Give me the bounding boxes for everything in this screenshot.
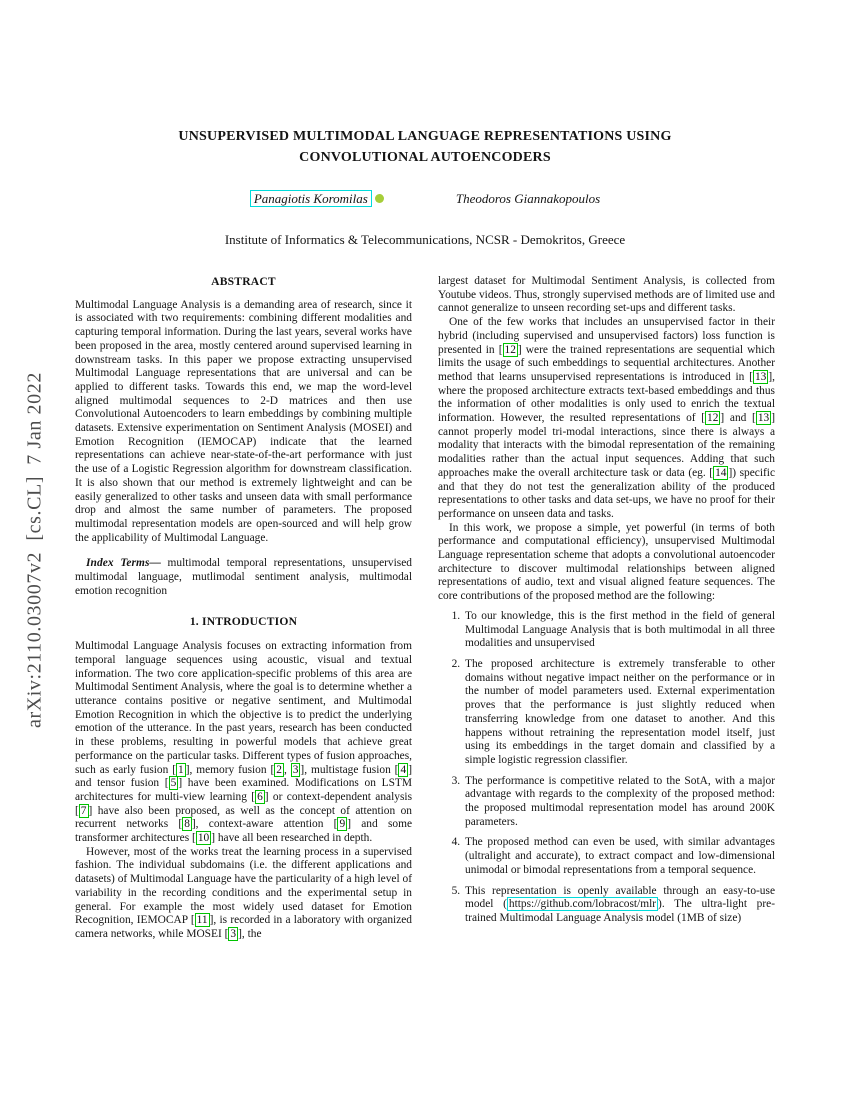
introduction-heading: 1. INTRODUCTION — [189, 615, 298, 629]
paper-header — [0, 0, 850, 248]
abstract-text: Multimodal Language Analysis is a demanding area of research, since it is associated with two requirements: combining different modalities and capturing temporal information. During the last years, several works have been proposed in the area, mostly centered around supervised learning in downstream tasks. In this paper we propose extracting unsupervised Multimodal Language representations that are universal and can be applied to different tasks. Towards this end, we map the word-level aligned multimodal sequences to 2-D matrices and then use Convolutional Autoencoders to learn embeddings by combining multiple datasets. Extensive experimentation on Sentiment Analysis (MOSEI) and Emotion Recognition (IEMOCAP) indicate that the learned representations can achieve near-state-of-the-art performance with just the use of a Logistic Regression algorithm for downstream classification. It is also shown that our method is extremely lightweight and can be easily generalized to other tasks and unseen data with small performance drop and almost the same number of parameters. The proposed multimodal representation models are open-sourced and will help grow the applicability of Multimodal Language. — [75, 298, 412, 544]
citation-link[interactable]: 12 — [504, 343, 516, 356]
citation-link[interactable]: 6 — [257, 790, 263, 803]
right-paragraph-3: In this work, we propose a simple, yet powerful (in terms of both performance and computational efficiency), unsupervised Multimodal Language representation scheme that adopts a convolutional autoencoder architecture to discover multimodal relationships between aligned representations of audio, text and visual aligned feature sequences. The core contributions of the proposed method are the following: — [438, 521, 775, 603]
arxiv-watermark: arXiv:2110.03007v2 [cs.CL] 7 Jan 2022 — [23, 372, 46, 728]
author-name: Theodoros Giannakopoulos — [455, 191, 601, 206]
index-terms-text: multimodal temporal representations, unsupervised multimodal language, mutlimodal sentiment analysis, multimodal emotion recognition — [75, 557, 412, 597]
index-terms — [75, 557, 412, 598]
paper-title-line2: CONVOLUTIONAL AUTOENCODERS — [299, 150, 551, 165]
citation-link[interactable]: 3 — [292, 763, 299, 776]
citation-link[interactable]: 11 — [196, 914, 208, 927]
url-link[interactable]: https://github.com/lobracost/mlr — [508, 898, 657, 911]
author-link[interactable]: Panagiotis Koromilas — [250, 190, 372, 207]
introduction-paragraph-1: Multimodal Language Analysis focuses on extracting information from temporal language sequences using acoustic, visual and textual information. The two core application-specific problems of this area are Multimodal Sentiment Analysis, where the goal is to determine whether a utterance contains positive or negative sentiment, and Multimodal Emotion Recognition in which the objective is to predict the underlying emotion of the utterance. In the past years, research has been conducted in these problems, resulting in powerful models that achieve great performance on the particular tasks. Different types of fusion approaches, such as early fusion [ 1 ], memory fusion [ 2 , 3 ], multistage fusion [ 4 ] and tensor fusion [ 5 ] have been examined. Modifications on LSTM architectures for multi-view learning [ 6 ] or context-dependent analysis [ 7 ] have also been proposed, as well as the concept of attention on recurrent networks [ 8 ], context-aware attention [ 9 ] and some transformer architectures [ 10 ] have all been researched in depth. — [75, 640, 412, 845]
contribution-item-2: 2. The proposed architecture is extremely transferable to other domains without negative impact neither on the performance or in the number of model parameters used. External experimentation proves that the performance is just slightly reduced when transferring knowledge from one dataset to another. And this happens without retraining the representation model itself, just using its embeddings in the target domain and classified by a simple logistic regression classifier. — [463, 658, 775, 768]
right-paragraph-2: One of the few works that includes an unsupervised factor in their hybrid (including supervised and unsupervised factors) loss function is presented in [ 12 ] were the trained representations are sequential which limits the usage of such embeddings to sequential architectures. Another method that learns unsupervised representations is introduced in [ 13 ], where the proposed architecture extracts text-based embeddings and thus the information of other modalities is only used to enrich the textual information. However, the resulted representations of [ 12 ] and [ 13 ] cannot properly model tri-modal interactions, since there is always a modality that interacts with the bimodal representation of the remaining modalities rather than the actual input sequences. Adding that such approaches make the overall architecture task or data (eg. [ 14 ]) specific and that they do not test the generalization ability of the produced representations to other tasks and data set-ups, we have no proof for their performance on unseen data and tasks. — [438, 316, 775, 520]
citation-link[interactable]: 3 — [230, 927, 237, 940]
affiliation: Institute of Informatics & Telecommunications, NCSR - Demokritos, Greece — [224, 232, 626, 247]
citation-link[interactable]: 13 — [757, 412, 770, 425]
citation-link[interactable]: 5 — [170, 777, 177, 790]
citation-link[interactable]: 10 — [197, 832, 210, 845]
citation-link[interactable]: 4 — [400, 763, 407, 776]
citation-link[interactable]: 2 — [276, 763, 282, 776]
paper-title-line1: UNSUPERVISED MULTIMODAL LANGUAGE REPRESENTATIONS USING — [178, 129, 672, 144]
citation-link[interactable]: 9 — [339, 818, 346, 831]
abstract-heading: ABSTRACT — [211, 275, 276, 288]
right-paragraph-1: largest dataset for Multimodal Sentiment Analysis, is collected from Youtube videos. Thus, strongly supervised methods are of limited use and cannot generalize to unseen recording set-ups and different tasks. — [438, 275, 775, 315]
contribution-item-1: 1. To our knowledge, this is the first method in the field of general Multimodal Language Analysis that is both multimodal in all three modalities and unsupervised — [463, 610, 775, 651]
introduction-paragraph-2: However, most of the works treat the learning process in a supervised fashion. The individual subdomains (i.e. the different applications and datasets) of Multimodal Language have the particularity of a high level of variability in the recording conditions and the experimental setup in general. For example the most widely used dataset for Emotion Recognition, IEMOCAP [ 11 ], is recorded in a laboratory with organized camera networks, while MOSEI [ 3 ], the — [75, 845, 413, 940]
orcid-icon[interactable] — [375, 194, 384, 203]
contribution-item-4: 4. The proposed method can even be used, with similar advantages (ultralight and accurate), to extract compact and low-dimensional unimodal or bimodal representations from a temporal sequence. — [463, 836, 775, 877]
citation-link[interactable]: 13 — [754, 370, 767, 383]
contribution-list — [438, 610, 775, 926]
contribution-item-5: 5. This representation is openly available through an easy-to-use model ( https://github.com/lobracost/mlr ). The ultra-light pre-trained Multimodal Language Analysis model (1MB of size) — [463, 885, 775, 926]
author-entry — [250, 191, 384, 207]
contribution-item-3: 3. The performance is competitive related to the SotA, with a major advantage with regards to the complexity of the proposed method: the proposed multimodal representation model has around 200K parameters. — [463, 775, 775, 830]
citation-link[interactable]: 14 — [715, 466, 727, 479]
index-terms-label: Index Terms— — [86, 557, 162, 570]
citation-link[interactable]: 12 — [707, 412, 719, 425]
citation-link[interactable]: 8 — [184, 818, 190, 831]
right-column — [438, 275, 775, 942]
citation-link[interactable]: 7 — [80, 804, 87, 817]
author-list — [0, 191, 850, 207]
two-column-body — [0, 275, 850, 942]
left-column — [75, 275, 412, 942]
citation-link[interactable]: 1 — [178, 763, 184, 776]
paper-title — [0, 126, 850, 168]
